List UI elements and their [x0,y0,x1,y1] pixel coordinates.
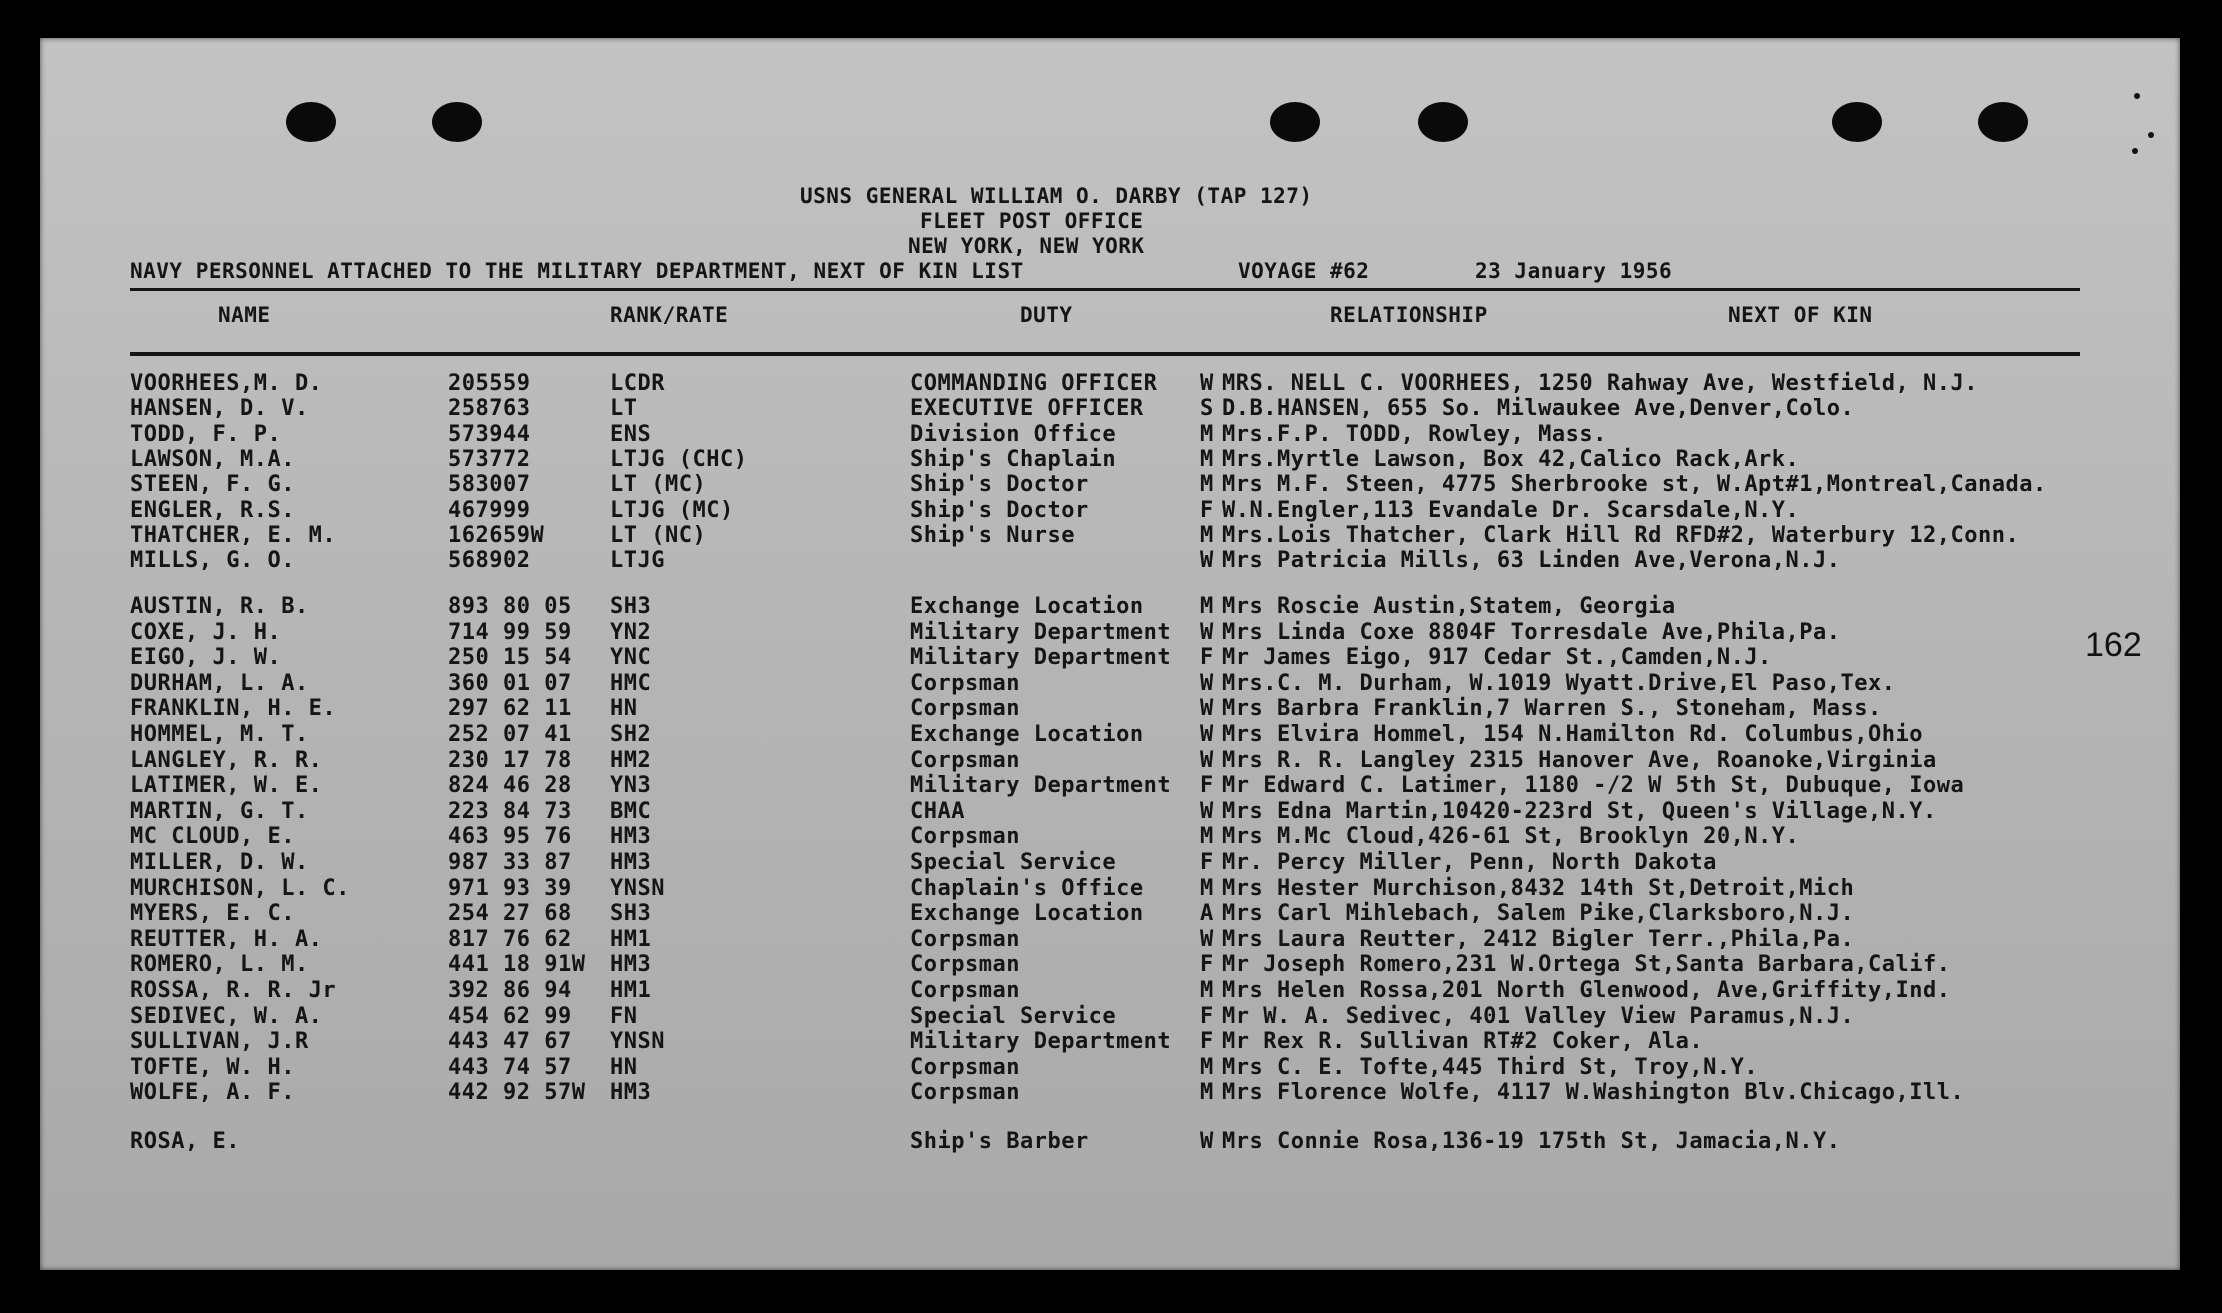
punch-hole [432,102,482,142]
next-of-kin: Mrs M.F. Steen, 4775 Sherbrooke st, W.Apt#1,Montreal,Canada. [1222,472,2047,498]
punch-hole [1832,102,1882,142]
relationship: W [1200,747,1214,773]
relationship: W [1200,371,1214,396]
person-name: MARTIN, G. T. [130,798,309,824]
service-number: 258763 [448,396,531,422]
next-of-kin: Mrs Hester Murchison,8432 14th St,Detroit,Mich [1222,875,1855,901]
service-number: 467999 [448,497,531,523]
next-of-kin: D.B.HANSEN, 655 So. Milwaukee Ave,Denver,Colo. [1222,396,1855,422]
next-of-kin: Mrs Patricia Mills, 63 Linden Ave,Verona,N.J. [1222,548,1841,574]
person-name: LANGLEY, R. R. [130,747,323,773]
person-name: LATIMER, W. E. [130,773,323,799]
relationship: W [1200,1129,1214,1154]
next-of-kin: Mr Rex R. Sullivan RT#2 Coker, Ala. [1222,1029,1704,1055]
relationship: M [1200,472,1214,498]
rank-rate: YNSN [610,1029,665,1055]
person-name: TOFTE, W. H. [130,1054,295,1080]
rank-rate: LT [610,396,638,422]
punch-hole [1270,102,1320,142]
rank-rate: HM1 [610,978,652,1003]
punch-hole [286,102,336,142]
person-name: MYERS, E. C. [130,901,295,927]
service-number: 573772 [448,446,531,472]
next-of-kin: Mrs.Myrtle Lawson, Box 42,Calico Rack,Ark. [1222,446,1800,472]
document-page [40,38,2180,1270]
relationship: M [1200,446,1214,472]
rank-rate: FN [610,1003,638,1029]
rank-rate: LT (NC) [610,522,707,548]
duty: Ship's Doctor [910,472,1089,498]
service-number: 297 62 11 [448,696,572,722]
next-of-kin: Mrs Barbra Franklin,7 Warren S., Stoneham, Mass. [1222,696,1882,722]
duty: Corpsman [910,952,1020,978]
next-of-kin: Mr Joseph Romero,231 W.Ortega St,Santa Barbara,Calif. [1222,952,1951,978]
relationship: M [1200,522,1214,548]
punch-hole [1978,102,2028,142]
rank-rate: LTJG (CHC) [610,446,748,472]
header-rule [130,288,2080,291]
relationship: W [1200,670,1214,696]
rank-rate: LTJG [610,548,665,574]
duty: Corpsman [910,926,1020,952]
rank-rate: HM3 [610,1080,652,1106]
rank-rate: HN [610,1054,638,1080]
column-rule [130,352,2080,356]
next-of-kin: Mrs Carl Mihlebach, Salem Pike,Clarksboro,N.J. [1222,901,1855,927]
punch-hole [1418,102,1468,142]
rank-rate: ENS [610,421,652,447]
service-number: 568902 [448,548,531,574]
post-office: FLEET POST OFFICE [920,209,1144,233]
duty: Ship's Chaplain [910,446,1117,472]
duty: Military Department [910,619,1172,645]
person-name: FRANKLIN, H. E. [130,696,337,722]
rank-rate: LCDR [610,371,665,396]
person-name: ROSSA, R. R. Jr [130,978,337,1003]
relationship: W [1200,619,1214,645]
duty: EXECUTIVE OFFICER [910,396,1144,422]
person-name: WOLFE, A. F. [130,1080,295,1106]
service-number: 893 80 05 [448,594,572,619]
next-of-kin: Mrs Helen Rossa,201 North Glenwood, Ave,Griffity,Ind. [1222,978,1951,1003]
next-of-kin: Mrs Roscie Austin,Statem, Georgia [1222,594,1676,619]
service-number: 454 62 99 [448,1003,572,1029]
relationship: F [1200,773,1214,799]
person-name: EIGO, J. W. [130,645,282,671]
rank-rate: SH3 [610,594,652,619]
duty: Exchange Location [910,594,1144,619]
relationship: M [1200,594,1214,619]
duty: Corpsman [910,747,1020,773]
person-name: MILLER, D. W. [130,850,309,875]
duty: Corpsman [910,670,1020,696]
relationship: F [1200,1003,1214,1029]
person-name: ROSA, E. [130,1129,240,1154]
next-of-kin: Mrs C. E. Tofte,445 Third St, Troy,N.Y. [1222,1054,1759,1080]
service-number: 252 07 41 [448,722,572,747]
service-number: 360 01 07 [448,670,572,696]
rank-rate: HM3 [610,850,652,875]
next-of-kin: Mrs Elvira Hommel, 154 N.Hamilton Rd. Columbus,Ohio [1222,722,1924,747]
service-number: 463 95 76 [448,824,572,850]
service-number: 987 33 87 [448,850,572,875]
next-of-kin: Mrs R. R. Langley 2315 Hanover Ave, Roanoke,Virginia [1222,747,1937,773]
service-number: 573944 [448,421,531,447]
duty: Corpsman [910,978,1020,1003]
relationship: W [1200,696,1214,722]
duty: Corpsman [910,696,1020,722]
next-of-kin: Mrs Laura Reutter, 2412 Bigler Terr.,Phila,Pa. [1222,926,1855,952]
service-number: 223 84 73 [448,798,572,824]
relationship: F [1200,1029,1214,1055]
relationship: F [1200,850,1214,875]
rank-rate: HM3 [610,952,652,978]
rank-rate: SH2 [610,722,652,747]
duty: Military Department [910,773,1172,799]
rank-rate: YNSN [610,875,665,901]
relationship: M [1200,421,1214,447]
duty: Corpsman [910,824,1020,850]
relationship: W [1200,926,1214,952]
person-name: HANSEN, D. V. [130,396,309,422]
duty: Ship's Doctor [910,497,1089,523]
person-name: ROMERO, L. M. [130,952,309,978]
person-name: ENGLER, R.S. [130,497,295,523]
duty: Special Service [910,850,1117,875]
rank-rate: YN3 [610,773,652,799]
relationship: F [1200,952,1214,978]
relationship: S [1200,396,1214,422]
rank-rate: HM1 [610,926,652,952]
next-of-kin: Mr. Percy Miller, Penn, North Dakota [1222,850,1717,875]
person-name: AUSTIN, R. B. [130,594,309,619]
rank-rate: LTJG (MC) [610,497,734,523]
service-number: 583007 [448,472,531,498]
next-of-kin: Mrs.Lois Thatcher, Clark Hill Rd RFD#2, Waterbury 12,Conn. [1222,522,2020,548]
speck [2134,93,2140,99]
service-number: 971 93 39 [448,875,572,901]
city: NEW YORK, NEW YORK [908,234,1145,258]
service-number: 441 18 91W [448,952,586,978]
relationship: M [1200,875,1214,901]
duty: Military Department [910,1029,1172,1055]
next-of-kin: Mr W. A. Sedivec, 401 Valley View Paramus,N.J. [1222,1003,1855,1029]
rank-rate: HN [610,696,638,722]
service-number: 817 76 62 [448,926,572,952]
speck [2148,132,2154,138]
page-number: 162 [2085,626,2142,664]
person-name: LAWSON, M.A. [130,446,295,472]
duty: Corpsman [910,1054,1020,1080]
rank-rate: HM3 [610,824,652,850]
service-number: 205559 [448,371,531,396]
col-relationship: RELATIONSHIP [1330,303,1488,327]
duty: Special Service [910,1003,1117,1029]
rank-rate: YNC [610,645,652,671]
service-number: 443 47 67 [448,1029,572,1055]
person-name: MURCHISON, L. C. [130,875,350,901]
service-number: 250 15 54 [448,645,572,671]
relationship: M [1200,1054,1214,1080]
relationship: W [1200,722,1214,747]
next-of-kin: MRS. NELL C. VOORHEES, 1250 Rahway Ave, Westfield, N.J. [1222,371,1978,396]
col-rank: RANK/RATE [610,303,729,327]
next-of-kin: Mrs Linda Coxe 8804F Torresdale Ave,Phila,Pa. [1222,619,1841,645]
service-number: 254 27 68 [448,901,572,927]
col-next-of-kin: NEXT OF KIN [1728,303,1873,327]
relationship: W [1200,798,1214,824]
rank-rate: LT (MC) [610,472,707,498]
person-name: DURHAM, L. A. [130,670,309,696]
person-name: SEDIVEC, W. A. [130,1003,323,1029]
person-name: STEEN, F. G. [130,472,295,498]
relationship: F [1200,645,1214,671]
duty: Chaplain's Office [910,875,1144,901]
next-of-kin: Mrs Florence Wolfe, 4117 W.Washington Blv.Chicago,Ill. [1222,1080,1965,1106]
rank-rate: BMC [610,798,652,824]
voyage-number: VOYAGE #62 [1238,259,1370,283]
next-of-kin: Mrs Connie Rosa,136-19 175th St, Jamacia,N.Y. [1222,1129,1841,1154]
list-title: NAVY PERSONNEL ATTACHED TO THE MILITARY DEPARTMENT, NEXT OF KIN LIST [130,259,1024,283]
service-number: 442 92 57W [448,1080,586,1106]
next-of-kin: Mrs.F.P. TODD, Rowley, Mass. [1222,421,1607,447]
duty: COMMANDING OFFICER [910,371,1158,396]
next-of-kin: Mrs Edna Martin,10420-223rd St, Queen's Village,N.Y. [1222,798,1937,824]
duty: Division Office [910,421,1117,447]
document-date: 23 January 1956 [1475,259,1673,283]
relationship: M [1200,978,1214,1003]
relationship: M [1200,824,1214,850]
relationship: A [1200,901,1214,927]
person-name: TODD, F. P. [130,421,282,447]
person-name: HOMMEL, M. T. [130,722,309,747]
next-of-kin: Mrs.C. M. Durham, W.1019 Wyatt.Drive,El Paso,Tex. [1222,670,1896,696]
person-name: THATCHER, E. M. [130,522,337,548]
next-of-kin: Mr James Eigo, 917 Cedar St.,Camden,N.J. [1222,645,1772,671]
duty: Military Department [910,645,1172,671]
next-of-kin: W.N.Engler,113 Evandale Dr. Scarsdale,N.Y. [1222,497,1800,523]
rank-rate: YN2 [610,619,652,645]
person-name: COXE, J. H. [130,619,282,645]
relationship: W [1200,548,1214,574]
service-number: 824 46 28 [448,773,572,799]
person-name: MC CLOUD, E. [130,824,295,850]
person-name: SULLIVAN, J.R [130,1029,309,1055]
service-number: 443 74 57 [448,1054,572,1080]
duty: CHAA [910,798,965,824]
service-number: 714 99 59 [448,619,572,645]
rank-rate: SH3 [610,901,652,927]
duty: Exchange Location [910,722,1144,747]
person-name: VOORHEES,M. D. [130,371,323,396]
next-of-kin: Mrs M.Mc Cloud,426-61 St, Brooklyn 20,N.Y. [1222,824,1800,850]
rank-rate: HMC [610,670,652,696]
duty: Ship's Nurse [910,522,1075,548]
col-duty: DUTY [1020,303,1073,327]
speck [2132,148,2138,154]
relationship: M [1200,1080,1214,1106]
col-name: NAME [218,303,271,327]
service-number: 392 86 94 [448,978,572,1003]
relationship: F [1200,497,1214,523]
person-name: MILLS, G. O. [130,548,295,574]
duty: Exchange Location [910,901,1144,927]
next-of-kin: Mr Edward C. Latimer, 1180 -/2 W 5th St, Dubuque, Iowa [1222,773,1965,799]
duty: Corpsman [910,1080,1020,1106]
person-name: REUTTER, H. A. [130,926,323,952]
rank-rate: HM2 [610,747,652,773]
service-number: 230 17 78 [448,747,572,773]
service-number: 162659W [448,522,545,548]
duty: Ship's Barber [910,1129,1089,1154]
ship-title: USNS GENERAL WILLIAM O. DARBY (TAP 127) [800,184,1313,208]
